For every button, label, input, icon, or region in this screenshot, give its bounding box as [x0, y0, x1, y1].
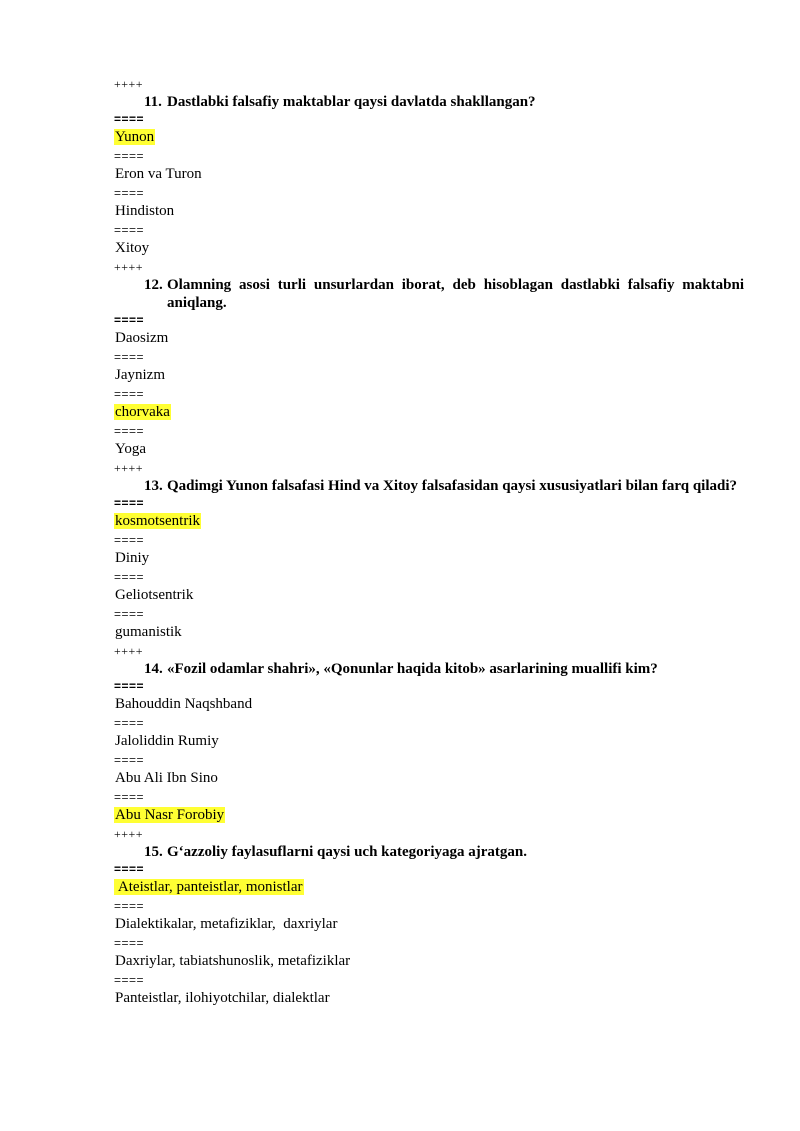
- answer-option: [114, 200, 744, 224]
- question-separator: ++++: [114, 827, 144, 841]
- answer-option-correct: [114, 401, 744, 425]
- answer-text: Hindiston: [115, 203, 175, 219]
- answer-separator: ====: [114, 149, 145, 163]
- answer-option: [114, 438, 744, 462]
- answer-text: Geliotsentrik: [115, 587, 194, 603]
- answer-text: Dialektikalar, metafiziklar, daxriylar: [115, 916, 338, 932]
- answer-separator: ====: [114, 607, 145, 621]
- answer-text: Yunon: [115, 129, 155, 145]
- answer-option: [114, 327, 744, 351]
- answer-separator: ====: [114, 716, 145, 730]
- answer-separator: ====: [114, 936, 145, 950]
- question-text: Qadimgi Yunon falsafasi Hind va Xitoy falsafasidan qaysi xususiyatlari bilan farq qiladi?: [167, 478, 738, 494]
- answer-separator: ====: [114, 679, 145, 693]
- answer-text: Panteistlar, ilohiyotchilar, dialektlar: [115, 990, 330, 1006]
- answer-option-correct: [114, 126, 744, 150]
- question-12: [114, 276, 744, 312]
- answer-text: Abu Ali Ibn Sino: [115, 770, 218, 786]
- question-number: 13.: [144, 478, 163, 494]
- answer-option: [114, 767, 744, 791]
- question-15: [114, 843, 744, 861]
- answer-option: [114, 950, 744, 974]
- answer-text: Ateistlar, panteistlar, monistlar: [115, 879, 303, 895]
- test-question-list: [114, 78, 744, 1011]
- answer-option: [114, 913, 744, 937]
- answer-separator: ====: [114, 790, 145, 804]
- answer-option: [114, 730, 744, 754]
- answer-text: Daxriylar, tabiatshunoslik, metafiziklar: [115, 953, 351, 969]
- question-separator: ++++: [114, 644, 144, 658]
- answer-text: Abu Nasr Forobiy: [115, 807, 225, 823]
- answer-option-correct: [114, 510, 744, 534]
- answer-text: Diniy: [115, 550, 150, 566]
- answer-option: [114, 621, 744, 645]
- answer-text: Daosizm: [115, 330, 169, 346]
- answer-separator: ====: [114, 350, 145, 364]
- answer-text: Bahouddin Naqshband: [115, 696, 253, 712]
- answer-separator: ====: [114, 899, 145, 913]
- answer-text: Xitoy: [115, 240, 150, 256]
- answer-separator: ====: [114, 973, 145, 987]
- question-number: 14.: [144, 661, 163, 677]
- answer-separator: ====: [114, 570, 145, 584]
- answer-text: kosmotsentrik: [115, 513, 200, 529]
- question-text: Olamning asosi turli unsurlardan iborat, deb hisoblagan dastlabki falsafiy maktabni aniqlang.: [167, 277, 744, 311]
- answer-separator: ====: [114, 112, 145, 126]
- answer-option: [114, 584, 744, 608]
- question-number: 15.: [144, 844, 163, 860]
- answer-separator: ====: [114, 862, 145, 876]
- question-text: «Fozil odamlar shahri», «Qonunlar haqida kitob» asarlarining muallifi kim?: [167, 661, 658, 677]
- answer-option: [114, 163, 744, 187]
- question-separator: ++++: [114, 260, 144, 274]
- answer-text: gumanistik: [115, 624, 182, 640]
- answer-option: [114, 693, 744, 717]
- answer-option-correct: [114, 804, 744, 828]
- answer-option-correct: [114, 876, 744, 900]
- answer-text: Yoga: [115, 441, 146, 457]
- answer-separator: ====: [114, 223, 145, 237]
- answer-separator: ====: [114, 186, 145, 200]
- answer-separator: ====: [114, 313, 145, 327]
- question-14: [114, 660, 744, 678]
- answer-separator: ====: [114, 753, 145, 767]
- question-number: 11.: [144, 94, 162, 110]
- answer-separator: ====: [114, 387, 145, 401]
- answer-separator: ====: [114, 424, 145, 438]
- question-separator: ++++: [114, 461, 144, 475]
- answer-option: [114, 364, 744, 388]
- answer-text: Jaynizm: [115, 367, 165, 383]
- answer-text: chorvaka: [115, 404, 170, 420]
- question-text: Dastlabki falsafiy maktablar qaysi davlatda shakllangan?: [167, 94, 536, 110]
- answer-separator: ====: [114, 533, 145, 547]
- answer-separator: ====: [114, 496, 145, 510]
- question-11: [114, 93, 744, 111]
- question-13: [114, 477, 744, 495]
- answer-text: Eron va Turon: [115, 166, 202, 182]
- answer-option: [114, 547, 744, 571]
- answer-option: [114, 987, 744, 1011]
- answer-option: [114, 237, 744, 261]
- question-text: G‘azzoliy faylasuflarni qaysi uch kategoriyaga ajratgan.: [167, 844, 527, 860]
- question-number: 12.: [144, 277, 163, 293]
- question-separator: ++++: [114, 77, 144, 91]
- answer-text: Jaloliddin Rumiy: [115, 733, 219, 749]
